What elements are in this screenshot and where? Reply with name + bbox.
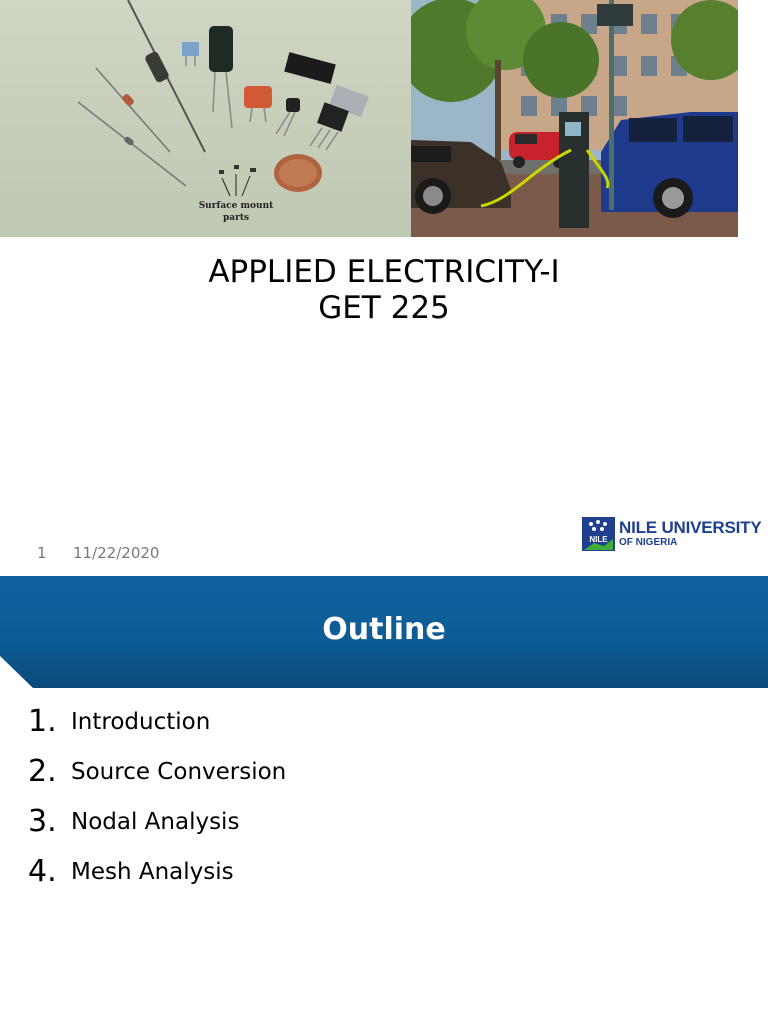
electronic-components-photo <box>0 0 411 237</box>
outline-title: Outline <box>322 612 446 647</box>
components-caption-line1: Surface mount <box>198 201 274 211</box>
slide-date: 11/22/2020 <box>73 544 160 562</box>
logo-subtitle: OF NIGERIA <box>619 537 678 548</box>
logo-mark-text: NILE <box>589 535 608 544</box>
list-item-text: Source Conversion <box>71 759 287 785</box>
title-banner <box>0 576 768 688</box>
logo-name: NILE UNIVERSITY <box>619 518 762 537</box>
course-code: GET 225 <box>318 290 450 326</box>
university-crest-icon <box>582 517 615 551</box>
course-title: APPLIED ELECTRICITY-I <box>208 254 560 290</box>
list-item-text: Mesh Analysis <box>71 859 234 885</box>
list-item-number: 3. <box>28 804 57 839</box>
slide-title <box>0 254 768 326</box>
outline-slide <box>0 576 768 1024</box>
list-item-text: Nodal Analysis <box>71 809 240 835</box>
list-item-number: 4. <box>28 854 57 889</box>
components-caption-line2: parts <box>222 213 250 223</box>
slide-number: 1 <box>37 544 47 562</box>
list-item-number: 2. <box>28 754 57 789</box>
list-item-number: 1. <box>28 704 57 739</box>
list-item-text: Introduction <box>71 709 211 735</box>
ev-charging-station-photo <box>411 0 738 237</box>
